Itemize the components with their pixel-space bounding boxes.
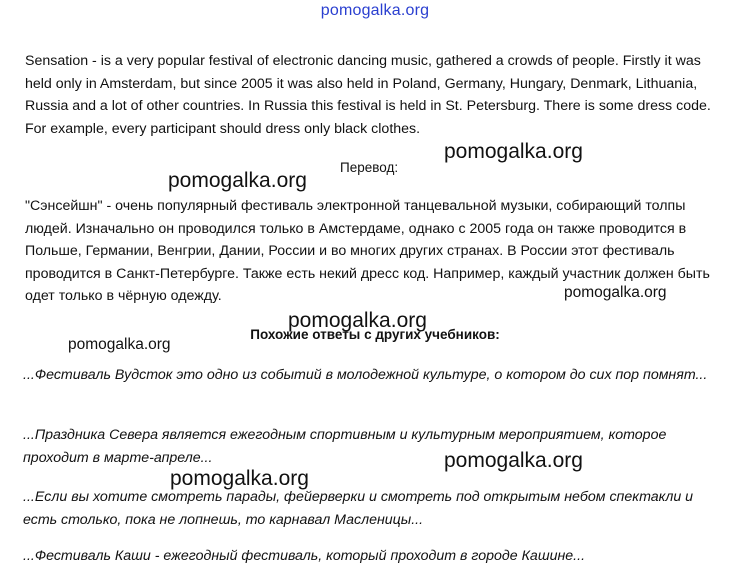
watermark: pomogalka.org	[288, 309, 427, 332]
similar-answers-heading: Похожие ответы с других учебников:	[250, 327, 500, 342]
similar-answer-item[interactable]: ...Праздника Севера является ежегодным спортивным и культурным мероприятием, которое проходит в марте-апреле...	[23, 427, 667, 466]
watermark: pomogalka.org	[170, 467, 309, 490]
watermark: pomogalka.org	[444, 140, 583, 163]
similar-answer-item[interactable]: ...Фестиваль Вудсток это одно из событий в молодежной культуре, о котором до сих пор помнят...	[23, 367, 708, 383]
site-header-link[interactable]: pomogalka.org	[320, 2, 430, 19]
english-paragraph: Sensation - is a very popular festival of electronic dancing music, gathered a crowds of people. Firstly it was held only in Amsterdam, but since 2005 it was also held in Poland, Germany, Hungary, Denmark, Lithuania, Russia and a lot of other countries. In Russia this festival is held in St. Petersburg. There is some dress code. For example, every participant should dress only black clothes.	[25, 53, 711, 137]
similar-answer-item[interactable]: ...Фестиваль Каши - ежегодный фестиваль, который проходит в городе Кашине...	[23, 548, 586, 564]
watermark: pomogalka.org	[444, 449, 583, 472]
watermark: pomogalka.org	[168, 169, 307, 192]
similar-answer-item[interactable]: ...Если вы хотите смотреть парады, фейерверки и смотреть под открытым небом спектакли и есть столько, пока не лопнешь, то карнавал Масленицы...	[23, 489, 694, 528]
watermark: pomogalka.org	[564, 284, 667, 301]
russian-paragraph: "Сэнсейшн" - очень популярный фестиваль электронной танцевальной музыки, собирающий толпы людей. Изначально он проводился только в Амстердаме, однако с 2005 года он также проводится в Польше, Германии, Венгрии, Дании, России и во многих других странах. В России этот фестиваль проводится в Санкт-Петербурге. Также есть некий дресс код. Например, каждый участник должен быть одет только в чёрную одежду.	[25, 198, 710, 305]
translation-label: Перевод:	[340, 160, 399, 175]
watermark: pomogalka.org	[68, 336, 171, 353]
